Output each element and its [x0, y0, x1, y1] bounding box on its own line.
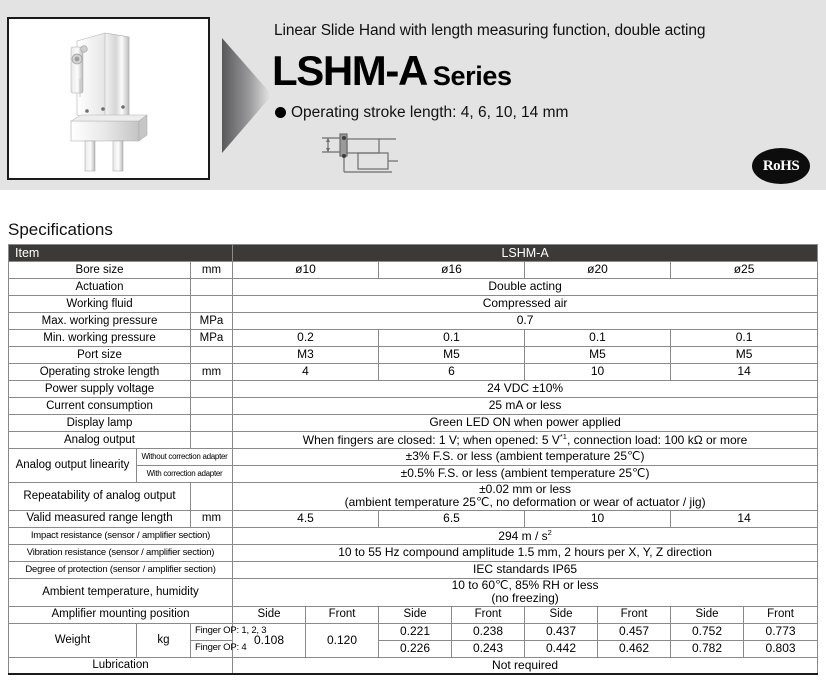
item-label: Degree of protection (sensor / amplifier section): [9, 561, 233, 578]
value-cell: 0.752: [671, 623, 744, 640]
series-word: Series: [432, 61, 512, 91]
linear-slide-hand-illustration: [9, 19, 208, 178]
row-current-consumption: [9, 398, 818, 415]
value-cell: 10: [525, 510, 671, 527]
value-cell: 0.437: [525, 623, 598, 640]
row-min-pressure: [9, 330, 818, 347]
value-cell: Front: [598, 606, 671, 623]
rohs-badge: [752, 148, 810, 184]
item-label: Valid measured range length: [9, 510, 191, 527]
sub-label-with-adapter: With correction adapter: [137, 466, 233, 483]
unit-label: [191, 415, 233, 432]
table-header-row: [9, 245, 818, 262]
value-cell: 0.2: [233, 330, 379, 347]
unit-label: mm: [191, 364, 233, 381]
row-linearity-without: [9, 449, 818, 466]
value-cell: 0.226: [379, 640, 452, 657]
value-cell: 6: [379, 364, 525, 381]
unit-label: mm: [191, 262, 233, 279]
stroke-length-text: Operating stroke length: 4, 6, 10, 14 mm: [291, 104, 569, 121]
row-power-supply: [9, 381, 818, 398]
unit-label: [191, 296, 233, 313]
unit-label: [191, 381, 233, 398]
value-cell: 0.782: [671, 640, 744, 657]
unit-label: [191, 398, 233, 415]
value-cell: Front: [452, 606, 525, 623]
product-photo: [9, 19, 208, 178]
value-cell: 0.1: [525, 330, 671, 347]
item-column-header: Item: [9, 245, 233, 262]
value-cell: ø16: [379, 262, 525, 279]
row-amplifier-mounting: [9, 606, 818, 623]
ambient-line-1: 10 to 60℃, 85% RH or less: [451, 577, 599, 592]
value-cell: Front: [744, 606, 818, 623]
item-label: Analog output: [9, 432, 191, 449]
value-cell: 0.108: [233, 623, 306, 657]
sub-label-finger-op-4: Finger OP: 4: [191, 640, 233, 657]
item-label: Min. working pressure: [9, 330, 191, 347]
row-weight-finger-123: [9, 623, 818, 640]
value-cell: 0.462: [598, 640, 671, 657]
value-cell: 0.457: [598, 623, 671, 640]
impact-value: 294 m / s: [498, 528, 548, 543]
analog-value-pre: When fingers are closed: 1 V; when opened: 5 V: [302, 432, 560, 447]
rohs-label: RoHS: [762, 157, 800, 174]
value-cell: 24 VDC ±10%: [233, 381, 818, 398]
row-repeatability: [9, 483, 818, 511]
page-header: [0, 0, 826, 190]
item-label: Current consumption: [9, 398, 191, 415]
repeatability-line-1: ±0.02 mm or less: [479, 482, 572, 496]
row-lubrication: [9, 657, 818, 674]
item-label: Working fluid: [9, 296, 191, 313]
item-label: Power supply voltage: [9, 381, 191, 398]
specifications-heading: Specifications: [8, 220, 113, 239]
row-stroke-length: [9, 364, 818, 381]
value-cell: ±3% F.S. or less (ambient temperature 25℃): [233, 449, 818, 466]
value-cell: [233, 483, 818, 511]
ambient-line-2: (no freezing): [491, 591, 559, 606]
value-cell: ø20: [525, 262, 671, 279]
value-cell: ø10: [233, 262, 379, 279]
value-cell: 0.238: [452, 623, 525, 640]
item-label: Operating stroke length: [9, 364, 191, 381]
value-cell: 0.1: [671, 330, 818, 347]
item-label: Repeatability of analog output: [9, 483, 191, 511]
unit-label: [191, 432, 233, 449]
value-cell: 10: [525, 364, 671, 381]
value-cell: Side: [379, 606, 452, 623]
value-cell: Green LED ON when power applied: [233, 415, 818, 432]
value-cell: 0.120: [306, 623, 379, 657]
value-cell: 10 to 55 Hz compound amplitude 1.5 mm, 2 hours per X, Y, Z direction: [233, 544, 818, 561]
item-label: Display lamp: [9, 415, 191, 432]
row-valid-range: [9, 510, 818, 527]
value-cell: Front: [306, 606, 379, 623]
value-cell: Side: [671, 606, 744, 623]
model-name: LSHM-A: [272, 47, 427, 94]
product-photo-frame: [7, 17, 210, 180]
row-impact-resistance: [9, 527, 818, 544]
row-analog-output: [9, 432, 818, 449]
value-cell: 6.5: [379, 510, 525, 527]
unit-label: kg: [137, 623, 191, 657]
repeatability-line-2: (ambient temperature 25℃, no deformation or wear of actuator / jig): [344, 495, 706, 510]
specifications-table: [8, 244, 818, 675]
row-bore-size: [9, 262, 818, 279]
bullet-dot-icon: [275, 107, 286, 118]
value-cell: 14: [671, 510, 818, 527]
value-cell: [233, 578, 818, 606]
analog-value-post: , connection load: 100 kΩ or more: [566, 432, 748, 447]
item-label: Weight: [9, 623, 137, 657]
value-cell: 0.1: [379, 330, 525, 347]
value-cell: 4.5: [233, 510, 379, 527]
unit-label: MPa: [191, 330, 233, 347]
value-cell: Side: [233, 606, 306, 623]
value-cell: Not required: [233, 657, 818, 674]
value-cell: [233, 527, 818, 544]
value-cell: 14: [671, 364, 818, 381]
item-label: Vibration resistance (sensor / amplifier section): [9, 544, 233, 561]
item-label: Impact resistance (sensor / amplifier section): [9, 527, 233, 544]
value-cell: 0.442: [525, 640, 598, 657]
item-label: Actuation: [9, 279, 191, 296]
row-working-fluid: [9, 296, 818, 313]
value-cell: [233, 432, 818, 449]
value-cell: M5: [671, 347, 818, 364]
item-label: Amplifier mounting position: [9, 606, 233, 623]
value-cell: 0.773: [744, 623, 818, 640]
value-cell: 0.803: [744, 640, 818, 657]
pneumatic-schematic-icon: [318, 132, 404, 180]
row-degree-of-protection: [9, 561, 818, 578]
value-cell: ø25: [671, 262, 818, 279]
model-column-header: LSHM-A: [233, 245, 818, 262]
value-cell: Side: [525, 606, 598, 623]
value-cell: 0.243: [452, 640, 525, 657]
unit-label: MPa: [191, 313, 233, 330]
value-cell: M3: [233, 347, 379, 364]
value-cell: 0.221: [379, 623, 452, 640]
row-ambient: [9, 578, 818, 606]
unit-label: [191, 347, 233, 364]
gray-arrow-decoration: [222, 38, 272, 153]
value-cell: 0.7: [233, 313, 818, 330]
value-cell: Compressed air: [233, 296, 818, 313]
item-label: Analog output linearity: [9, 449, 137, 483]
value-cell: M5: [379, 347, 525, 364]
row-actuation: [9, 279, 818, 296]
header-subtitle: Linear Slide Hand with length measuring function, double acting: [274, 22, 706, 39]
item-label: Ambient temperature, humidity: [9, 578, 233, 606]
item-label: Max. working pressure: [9, 313, 191, 330]
item-label: Lubrication: [9, 657, 233, 674]
value-cell: 25 mA or less: [233, 398, 818, 415]
item-label: Port size: [9, 347, 191, 364]
value-cell: ±0.5% F.S. or less (ambient temperature 25℃): [233, 466, 818, 483]
value-cell: M5: [525, 347, 671, 364]
impact-superscript: 2: [547, 527, 552, 537]
row-max-pressure: [9, 313, 818, 330]
sub-label-finger-op-123: Finger OP: 1, 2, 3: [191, 623, 233, 640]
row-vibration-resistance: [9, 544, 818, 561]
stroke-length-bullet: [275, 104, 568, 122]
unit-label: mm: [191, 510, 233, 527]
footnote-marker: *1: [559, 431, 567, 441]
row-display-lamp: [9, 415, 818, 432]
sub-label-without-adapter: Without correction adapter: [137, 449, 233, 466]
unit-label: [191, 279, 233, 296]
row-port-size: [9, 347, 818, 364]
value-cell: 4: [233, 364, 379, 381]
value-cell: IEC standards IP65: [233, 561, 818, 578]
item-label: Bore size: [9, 262, 191, 279]
value-cell: Double acting: [233, 279, 818, 296]
page-title: [272, 47, 512, 95]
